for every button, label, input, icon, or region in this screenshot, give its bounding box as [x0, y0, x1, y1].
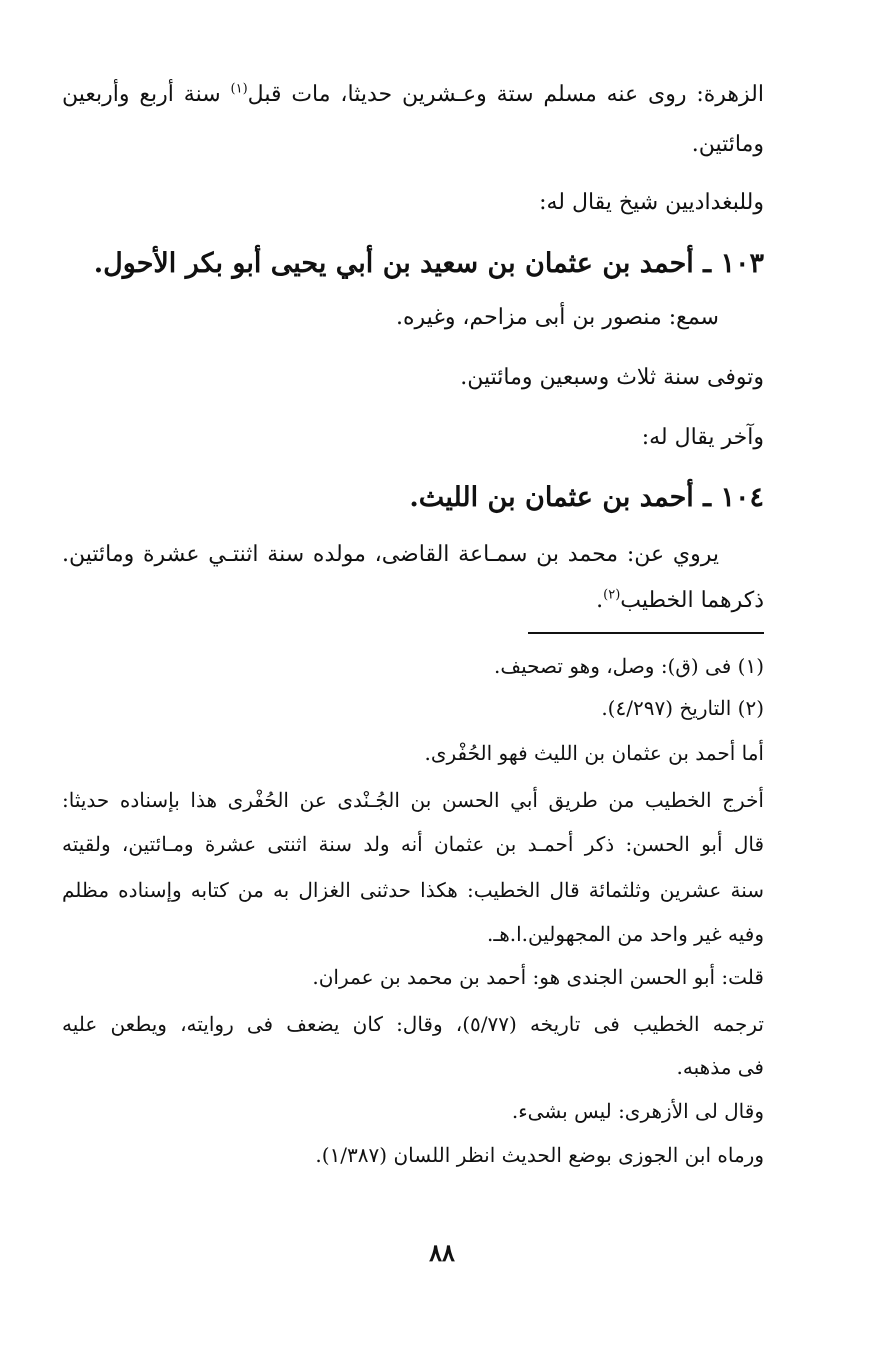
footnote-marker: (١) — [230, 81, 248, 97]
footnote-line: سنة عشرين وثلثمائة قال الخطيب: هكذا حدثنى الغزال به من كتابه وإسناده مظلم — [62, 878, 764, 902]
paragraph-line: ومائتين. — [691, 132, 764, 157]
text-span: الزهرة: روى عنه مسلم ستة وعـشرين حديثا، مات قبل — [247, 82, 764, 107]
footnote-2: (٢) التاريخ (٤/٢٩٧). — [601, 696, 764, 720]
paragraph-line: سمع: منصور بن أبى مزاحم، وغيره. — [396, 305, 719, 330]
footnote-line: ترجمه الخطيب فى تاريخه (٥/٧٧)، وقال: كان يضعف فى روايته، ويطعن عليه — [62, 1012, 764, 1036]
text-span: سنة أربع وأربعين — [62, 82, 231, 107]
footnote-line: قلت: أبو الحسن الجندى هو: أحمد بن محمد بن عمران. — [312, 965, 764, 989]
footnote-separator — [528, 632, 764, 634]
footnote-line: وفيه غير واحد من المجهولين.ا.هـ. — [486, 922, 764, 946]
page-number: ٨٨ — [429, 1238, 455, 1267]
footnote-line: ورماه ابن الجوزى بوضع الحديث انظر اللسان (١/٣٨٧). — [315, 1143, 764, 1167]
entry-heading-103: ١٠٣ ـ أحمد بن عثمان بن سعيد بن أبي يحيى أبو بكر الأحول. — [93, 248, 764, 279]
footnote-line: فى مذهبه. — [676, 1055, 764, 1079]
paragraph-line — [62, 80, 764, 110]
footnote-line: أخرج الخطيب من طريق أبي الحسن بن الجُـنْدى عن الحُفْرى هذا بإسناده حديثا: — [62, 788, 764, 812]
paragraph-line: وآخر يقال له: — [641, 425, 764, 450]
text-span: . — [596, 588, 604, 613]
paragraph-line: وللبغداديين شيخ يقال له: — [539, 190, 764, 215]
paragraph-line — [596, 586, 764, 616]
footnote-line: وقال لى الأزهرى: ليس بشىء. — [511, 1099, 764, 1123]
entry-heading-104: ١٠٤ ـ أحمد بن عثمان بن الليث. — [409, 482, 764, 513]
paragraph-line: يروي عن: محمد بن سمـاعة القاضى، مولده سنة اثنتـي عشرة ومائتين. — [62, 542, 719, 567]
footnote-line: أما أحمد بن عثمان بن الليث فهو الحُفْرى. — [424, 741, 764, 765]
footnote-1: (١) فى (ق): وصل، وهو تصحيف. — [494, 654, 764, 678]
footnote-marker: (٢) — [603, 587, 621, 603]
text-span: ذكرهما الخطيب — [620, 588, 764, 613]
paragraph-line: وتوفى سنة ثلاث وسبعين ومائتين. — [460, 365, 764, 390]
footnote-line: قال أبو الحسن: ذكر أحمـد بن عثمان أنه ولد سنة اثنتى عشرة ومـائتين، ولقيته — [62, 832, 764, 856]
